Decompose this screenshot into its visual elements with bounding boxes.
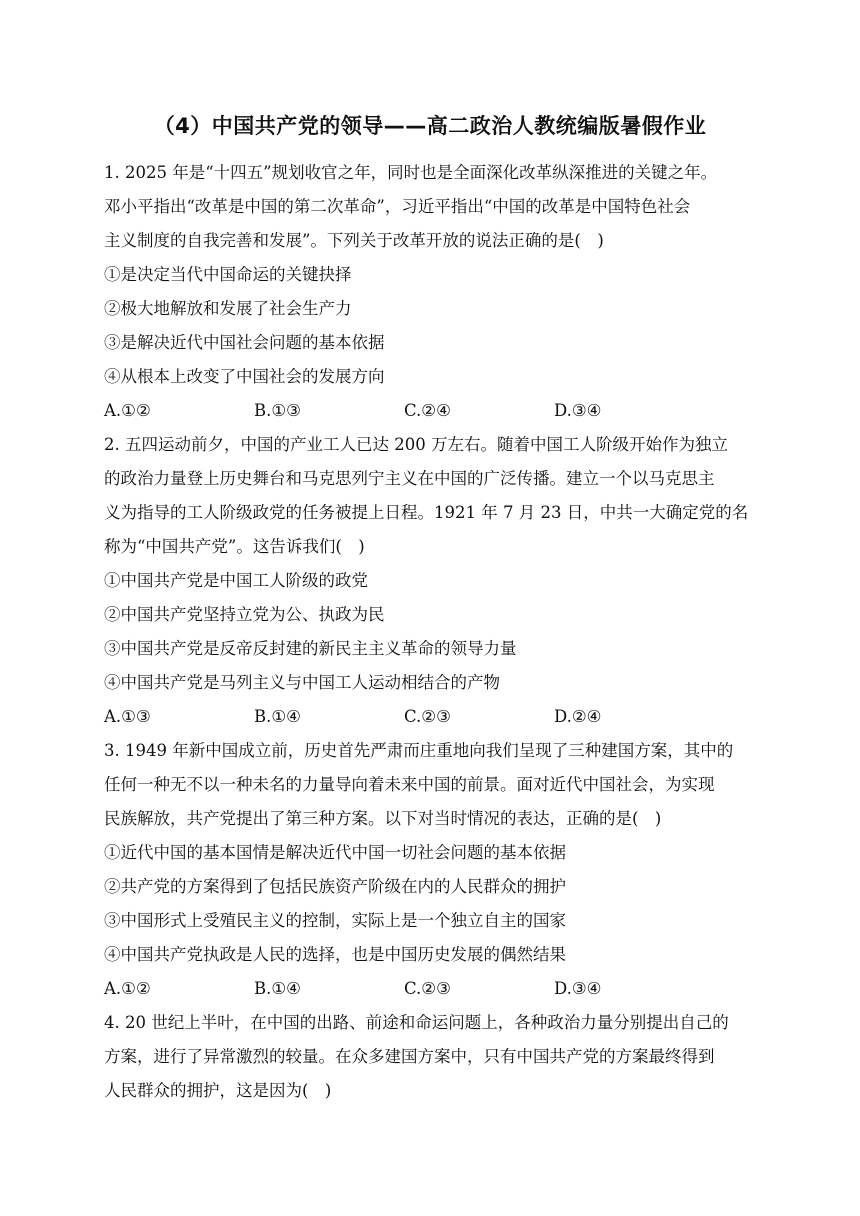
question-stem-line: 邓小平指出“改革是中国的第二次革命”，习近平指出“中国的改革是中国特色社会 [104, 197, 691, 216]
answer-choice-c: C.②③ [404, 979, 451, 998]
statement-option: ②极大地解放和发展了社会生产力 [104, 299, 352, 318]
statement-option: ①近代中国的基本国情是解决近代中国一切社会问题的基本依据 [104, 843, 566, 862]
statement-option: ①是决定当代中国命运的关键抉择 [104, 265, 352, 284]
question-stem-line: 1. 2025 年是“十四五”规划收官之年，同时也是全面深化改革纵深推进的关键之年。 [104, 163, 718, 182]
answer-choice-c: C.②④ [404, 401, 451, 420]
question-stem-line: 方案，进行了异常激烈的较量。在众多建国方案中，只有中国共产党的方案最终得到 [104, 1047, 715, 1066]
statement-option: ④中国共产党执政是人民的选择，也是中国历史发展的偶然结果 [104, 945, 566, 964]
question-list [104, 156, 764, 1108]
answer-choices [104, 394, 764, 428]
statement-option: ②共产党的方案得到了包括民族资产阶级在内的人民群众的拥护 [104, 877, 566, 896]
question-stem-line: 3. 1949 年新中国成立前，历史首先严肃而庄重地向我们呈现了三种建国方案，其中的 [104, 741, 734, 760]
statement-option: ①中国共产党是中国工人阶级的政党 [104, 571, 368, 590]
question-stem-line: 民族解放，共产党提出了第三种方案。以下对当时情况的表达，正确的是( ) [104, 809, 662, 828]
answer-choice-d: D.③④ [554, 979, 602, 998]
question-2 [104, 428, 764, 734]
answer-choice-b: B.①④ [254, 979, 301, 998]
question-stem-line: 任何一种无不以一种未名的力量导向着未来中国的前景。面对近代中国社会，为实现 [104, 775, 715, 794]
question-stem-line: 主义制度的自我完善和发展”。下列关于改革开放的说法正确的是( ) [104, 231, 604, 250]
question-stem-line: 4. 20 世纪上半叶，在中国的出路、前途和命运问题上，各种政治力量分别提出自己的 [104, 1013, 729, 1032]
answer-choice-c: C.②③ [404, 707, 451, 726]
answer-choices [104, 972, 764, 1006]
question-stem-line: 的政治力量登上历史舞台和马克思列宁主义在中国的广泛传播。建立一个以马克思主 [104, 469, 715, 488]
answer-choice-d: D.③④ [554, 401, 602, 420]
answer-choice-a: A.①② [104, 401, 151, 420]
answer-choice-a: A.①③ [104, 707, 151, 726]
statement-option: ④从根本上改变了中国社会的发展方向 [104, 367, 385, 386]
statement-option: ③是解决近代中国社会问题的基本依据 [104, 333, 385, 352]
statement-option: ③中国共产党是反帝反封建的新民主主义革命的领导力量 [104, 639, 517, 658]
question-stem-line: 义为指导的工人阶级政党的任务被提上日程。1921 年 7 月 23 日，中共一大确定党的名 [104, 503, 749, 522]
question-stem-line: 2. 五四运动前夕，中国的产业工人已达 200 万左右。随着中国工人阶级开始作为独立 [104, 435, 728, 454]
question-1 [104, 156, 764, 428]
answer-choice-d: D.②④ [554, 707, 602, 726]
question-stem-line: 人民群众的拥护，这是因为( ) [104, 1081, 332, 1100]
statement-option: ④中国共产党是马列主义与中国工人运动相结合的产物 [104, 673, 500, 692]
answer-choices [104, 700, 764, 734]
question-3 [104, 734, 764, 1006]
question-4 [104, 1006, 764, 1108]
answer-choice-a: A.①② [104, 979, 151, 998]
answer-choice-b: B.①③ [254, 401, 301, 420]
page-title: （4）中国共产党的领导——高二政治人教统编版暑假作业 [153, 114, 707, 138]
statement-option: ②中国共产党坚持立党为公、执政为民 [104, 605, 385, 624]
answer-choice-b: B.①④ [254, 707, 301, 726]
statement-option: ③中国形式上受殖民主义的控制，实际上是一个独立自主的国家 [104, 911, 566, 930]
question-stem-line: 称为“中国共产党”。这告诉我们( ) [104, 537, 365, 556]
